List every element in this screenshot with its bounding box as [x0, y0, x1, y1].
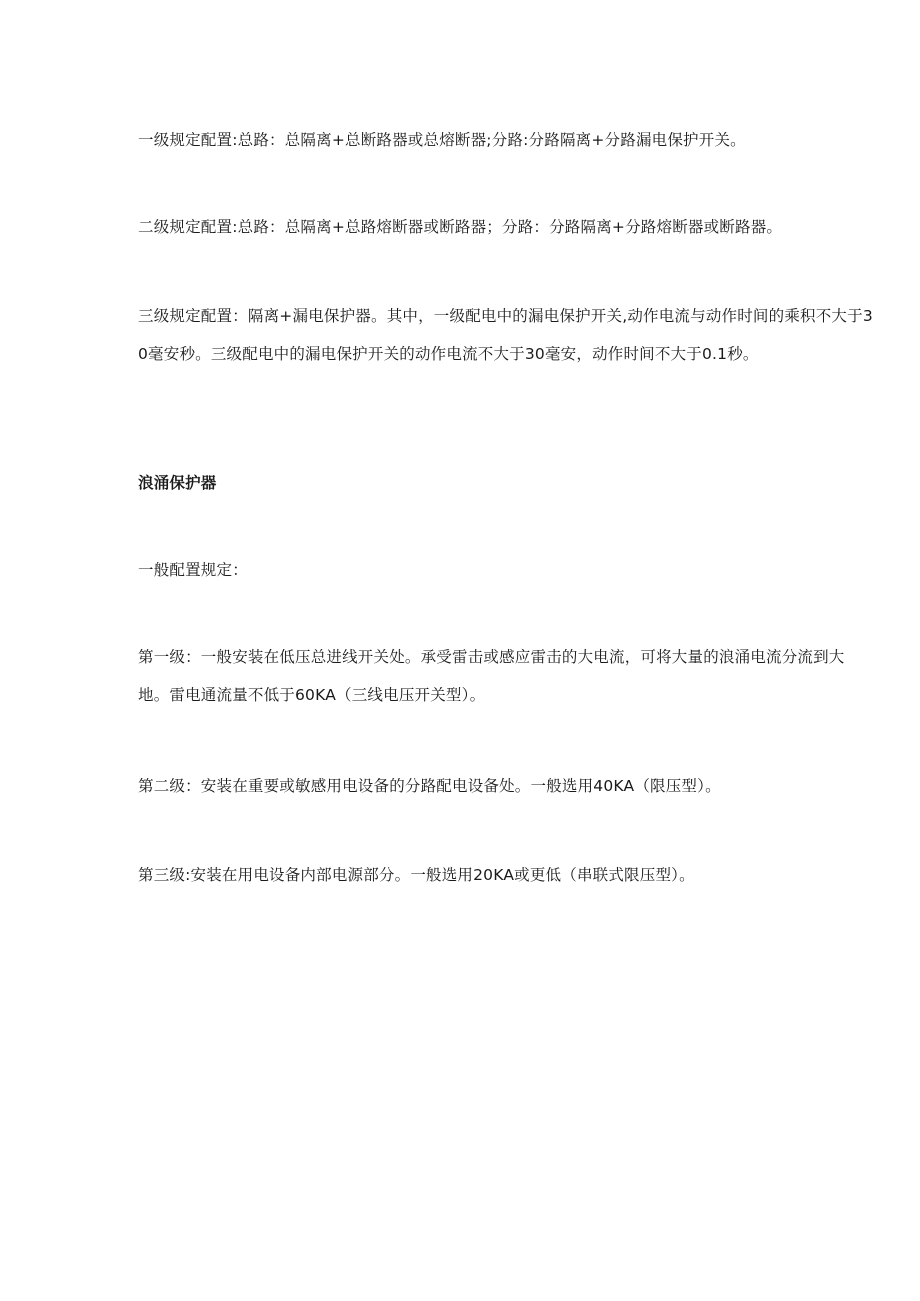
surge-level3-paragraph: 第三级:安装在用电设备内部电源部分。一般选用20KA或更低（串联式限压型）。	[138, 866, 695, 884]
level1-config-paragraph: 一级规定配置:总路：总隔离+总断路器或总熔断器;分路:分路隔离+分路漏电保护开关。	[138, 131, 746, 149]
surge-level1-paragraph: 第一级：一般安装在低压总进线开关处。承受雷击或感应雷击的大电流，可将大量的浪涌电流分流到大地。雷电通流量不低于60KA（三线电压开关型）。	[138, 648, 845, 704]
general-config-paragraph: 一般配置规定：	[138, 561, 248, 579]
level2-config-paragraph: 二级规定配置:总路：总隔离+总路熔断器或断路器；分路：分路隔离+分路熔断器或断路器。	[138, 218, 783, 236]
level3-config-paragraph: 三级规定配置：隔离+漏电保护器。其中，一级配电中的漏电保护开关,动作电流与动作时间的乘积不大于30毫安秒。三级配电中的漏电保护开关的动作电流不大于30毫安，动作时间不大于0.1秒。	[138, 307, 873, 363]
surge-protector-heading: 浪涌保护器	[138, 474, 217, 492]
surge-level2-paragraph: 第二级：安装在重要或敏感用电设备的分路配电设备处。一般选用40KA（限压型）。	[138, 777, 721, 795]
